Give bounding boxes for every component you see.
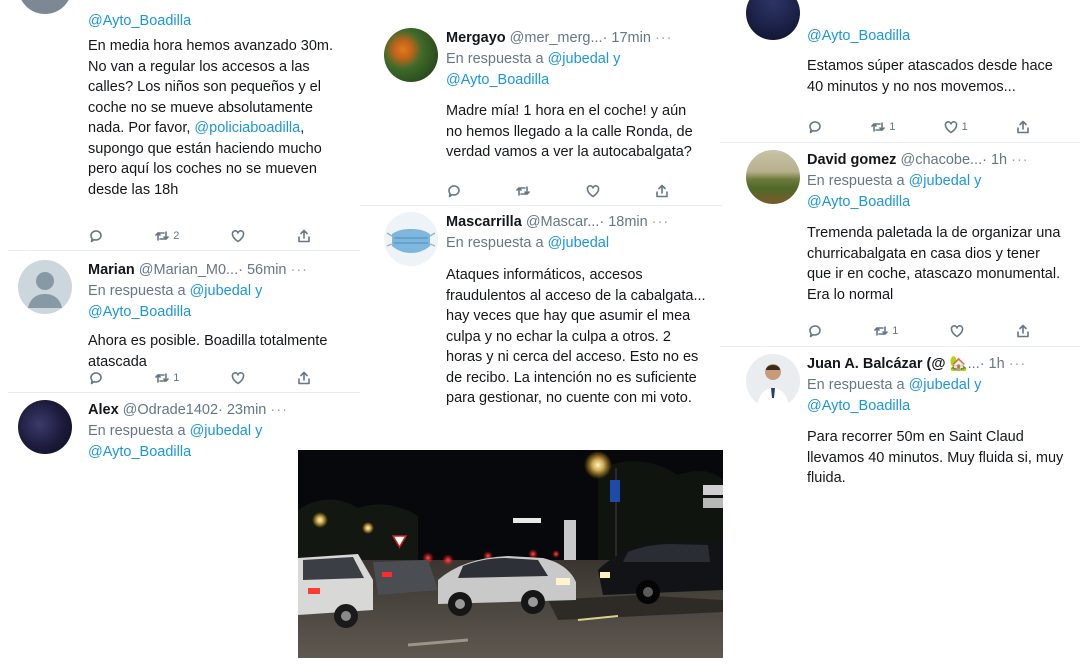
timestamp[interactable]: · 56min: [238, 262, 287, 278]
display-name[interactable]: Mergayo: [446, 30, 506, 46]
divider: [8, 392, 360, 393]
timestamp[interactable]: · 18min: [599, 214, 648, 230]
retweet-button[interactable]: [154, 228, 179, 244]
reply-icon: [88, 228, 104, 244]
reply-icon: [88, 370, 104, 386]
reply-button[interactable]: [88, 228, 104, 244]
retweet-icon: [873, 323, 889, 339]
mention-link[interactable]: @jubedal y: [908, 377, 982, 393]
avatar[interactable]: [384, 28, 438, 82]
more-options-icon[interactable]: ···: [290, 262, 309, 278]
tweet-text: En media hora hemos avanzado 30m. No van a regular los accesos a las calles? Los niños son pequeños y el coche no se mueve absolutamente nada. Por favor, @policiaboadilla, supongo que están haciendo mucho pero aquí los coches no se mueven desde las 18h: [88, 38, 334, 198]
retweet-button[interactable]: [154, 370, 179, 386]
like-count: 1: [961, 121, 968, 133]
tweet-body: [446, 28, 706, 163]
heart-icon: [943, 119, 959, 135]
retweet-button[interactable]: [870, 119, 895, 135]
more-options-icon[interactable]: ···: [1008, 356, 1027, 372]
reply-context: En respuesta a @jubedal y @Ayto_Boadilla: [88, 423, 263, 460]
tweet-actions: [88, 370, 312, 386]
mention-link[interactable]: @Ayto_Boadilla: [807, 398, 911, 414]
mention-link[interactable]: @Ayto_Boadilla: [88, 444, 192, 460]
share-button[interactable]: [654, 183, 670, 199]
reply-mention[interactable]: @Ayto_Boadilla: [807, 28, 911, 44]
reply-icon: [807, 323, 823, 339]
tweet-header: [807, 354, 1064, 375]
tweet-text: Para recorrer 50m en Saint Claud llevamos 40 minutos. Muy fluida si, muy fluida.: [807, 429, 1064, 486]
tweet-column-left: [18, 0, 350, 472]
mention-link[interactable]: @jubedal y: [547, 51, 621, 67]
more-options-icon[interactable]: ···: [270, 402, 288, 418]
like-button[interactable]: [943, 119, 968, 135]
retweet-count: 1: [892, 325, 899, 337]
timestamp[interactable]: · 1h: [982, 152, 1008, 168]
tweet-text: Tremenda paletada la de organizar una churricabalgata en casa dios y tener que ir en coche, atascazo monumental.: [807, 225, 1061, 282]
more-options-icon[interactable]: ···: [1011, 152, 1029, 168]
reply-context: En respuesta a @jubedal: [446, 235, 610, 251]
timestamp[interactable]: · 1h: [979, 356, 1005, 372]
like-button[interactable]: [585, 183, 601, 199]
tweet-body: [807, 0, 1064, 97]
avatar[interactable]: [18, 0, 72, 14]
reply-button[interactable]: [807, 323, 823, 339]
share-button[interactable]: [296, 370, 312, 386]
mention-link[interactable]: @Ayto_Boadilla: [446, 72, 550, 88]
display-name[interactable]: David gomez: [807, 152, 897, 168]
mention-link[interactable]: @Ayto_Boadilla: [807, 194, 911, 210]
tweet-actions: [807, 323, 1031, 339]
tweet-body: [807, 150, 1064, 305]
tweet-actions: [446, 183, 670, 199]
share-icon: [296, 370, 312, 386]
like-button[interactable]: [230, 370, 246, 386]
display-name[interactable]: Marian: [88, 262, 135, 278]
heart-icon: [230, 228, 246, 244]
retweet-count: 2: [173, 230, 180, 242]
avatar[interactable]: [384, 212, 438, 266]
divider: [720, 346, 1080, 347]
share-button[interactable]: [1015, 323, 1031, 339]
mention-link[interactable]: @Ayto_Boadilla: [88, 304, 192, 320]
reply-icon: [446, 183, 462, 199]
tweet-header: [88, 260, 344, 281]
user-handle[interactable]: @Odrade1402: [122, 402, 219, 418]
heart-icon: [585, 183, 601, 199]
tweet-body: [446, 212, 706, 409]
retweet-icon: [154, 228, 170, 244]
display-name[interactable]: Mascarrilla: [446, 214, 522, 230]
retweet-count: 1: [889, 121, 896, 133]
tweet-body: [807, 354, 1064, 489]
retweet-icon: [515, 183, 531, 199]
tweet-body: [88, 260, 344, 372]
reply-button[interactable]: [446, 183, 462, 199]
divider: [8, 250, 360, 251]
mention-link[interactable]: @policiaboadilla: [194, 120, 301, 136]
tweet-actions: [88, 228, 312, 244]
avatar[interactable]: [18, 400, 72, 454]
avatar[interactable]: [746, 0, 800, 40]
reply-context: En respuesta a @jubedal y @Ayto_Boadilla: [807, 377, 982, 414]
mention-link[interactable]: @jubedal y: [908, 173, 982, 189]
tweet-header: [446, 28, 706, 49]
retweet-icon: [154, 370, 170, 386]
reply-mention[interactable]: @Ayto_Boadilla: [88, 13, 192, 29]
divider: [360, 205, 722, 206]
tweet-actions: [807, 119, 1031, 135]
tweet-text: Ahora es posible. Boadilla totalmente atascada: [88, 333, 328, 370]
share-icon: [1015, 323, 1031, 339]
more-options-icon[interactable]: ···: [654, 30, 673, 46]
user-handle[interactable]: @mer_merg...: [509, 30, 603, 46]
retweet-count: 1: [173, 372, 180, 384]
like-button[interactable]: [949, 323, 965, 339]
tweet-text: Madre mía! 1 hora en el coche! y aún no hemos llegado a la calle Ronda, de verdad vamos a ver la autocabalgata?: [446, 103, 693, 160]
retweet-button[interactable]: [515, 183, 531, 199]
share-icon: [654, 183, 670, 199]
avatar[interactable]: [746, 354, 800, 408]
like-button[interactable]: [230, 228, 246, 244]
retweet-icon: [870, 119, 886, 135]
mention-link[interactable]: @jubedal y: [189, 423, 263, 439]
tweet-column-right: [730, 0, 1070, 486]
avatar[interactable]: [18, 260, 72, 314]
mention-link[interactable]: @jubedal: [547, 235, 610, 251]
reply-button[interactable]: [88, 370, 104, 386]
display-name[interactable]: Alex: [88, 402, 119, 418]
reply-context: En respuesta a @jubedal y @Ayto_Boadilla: [88, 283, 263, 320]
tweet-text: Ataques informáticos, accesos fraudulentos al acceso de la cabalgata... hay veces que hay que asumir el mea culpa y no echar la culpa a otros. 2 horas y ni cerca del acceso. Esto no es de recibo. La intención no es suficiente para gestionar, no cuente con mi voto.: [446, 267, 706, 406]
tweet-text: Estamos súper atascados desde hace 40 minutos y no nos movemos...: [807, 58, 1053, 95]
display-name[interactable]: Juan A. Balcázar (@: [807, 356, 946, 372]
reply-button[interactable]: [807, 119, 823, 135]
user-handle[interactable]: @Mascar...: [525, 214, 600, 230]
user-handle[interactable]: 🏡...: [949, 356, 980, 372]
traffic-photo-drawing: [298, 450, 723, 658]
mention-link[interactable]: @jubedal y: [189, 283, 263, 299]
tweet-header: [446, 212, 706, 233]
share-icon: [296, 228, 312, 244]
tweet-column-middle: [370, 0, 712, 452]
avatar[interactable]: [746, 150, 800, 204]
reply-context: En respuesta a @jubedal y @Ayto_Boadilla: [807, 173, 982, 210]
tweet-header: [807, 150, 1064, 171]
divider: [720, 142, 1080, 143]
retweet-button[interactable]: [873, 323, 898, 339]
timestamp[interactable]: · 17min: [602, 30, 651, 46]
user-handle[interactable]: @Marian_M0...: [138, 262, 239, 278]
tweet-header: [88, 400, 344, 421]
heart-icon: [230, 370, 246, 386]
reply-context: En respuesta a @jubedal y @Ayto_Boadilla: [446, 51, 621, 88]
traffic-photo: [298, 450, 723, 658]
timestamp[interactable]: · 23min: [218, 402, 267, 418]
user-handle[interactable]: @chacobe...: [900, 152, 983, 168]
reply-icon: [807, 119, 823, 135]
share-icon: [1015, 119, 1031, 135]
share-button[interactable]: [296, 228, 312, 244]
share-button[interactable]: [1015, 119, 1031, 135]
tweet-body: [88, 0, 344, 200]
tweet-text-line: Era lo normal: [807, 286, 894, 303]
heart-icon: [949, 323, 965, 339]
more-options-icon[interactable]: ···: [651, 214, 670, 230]
